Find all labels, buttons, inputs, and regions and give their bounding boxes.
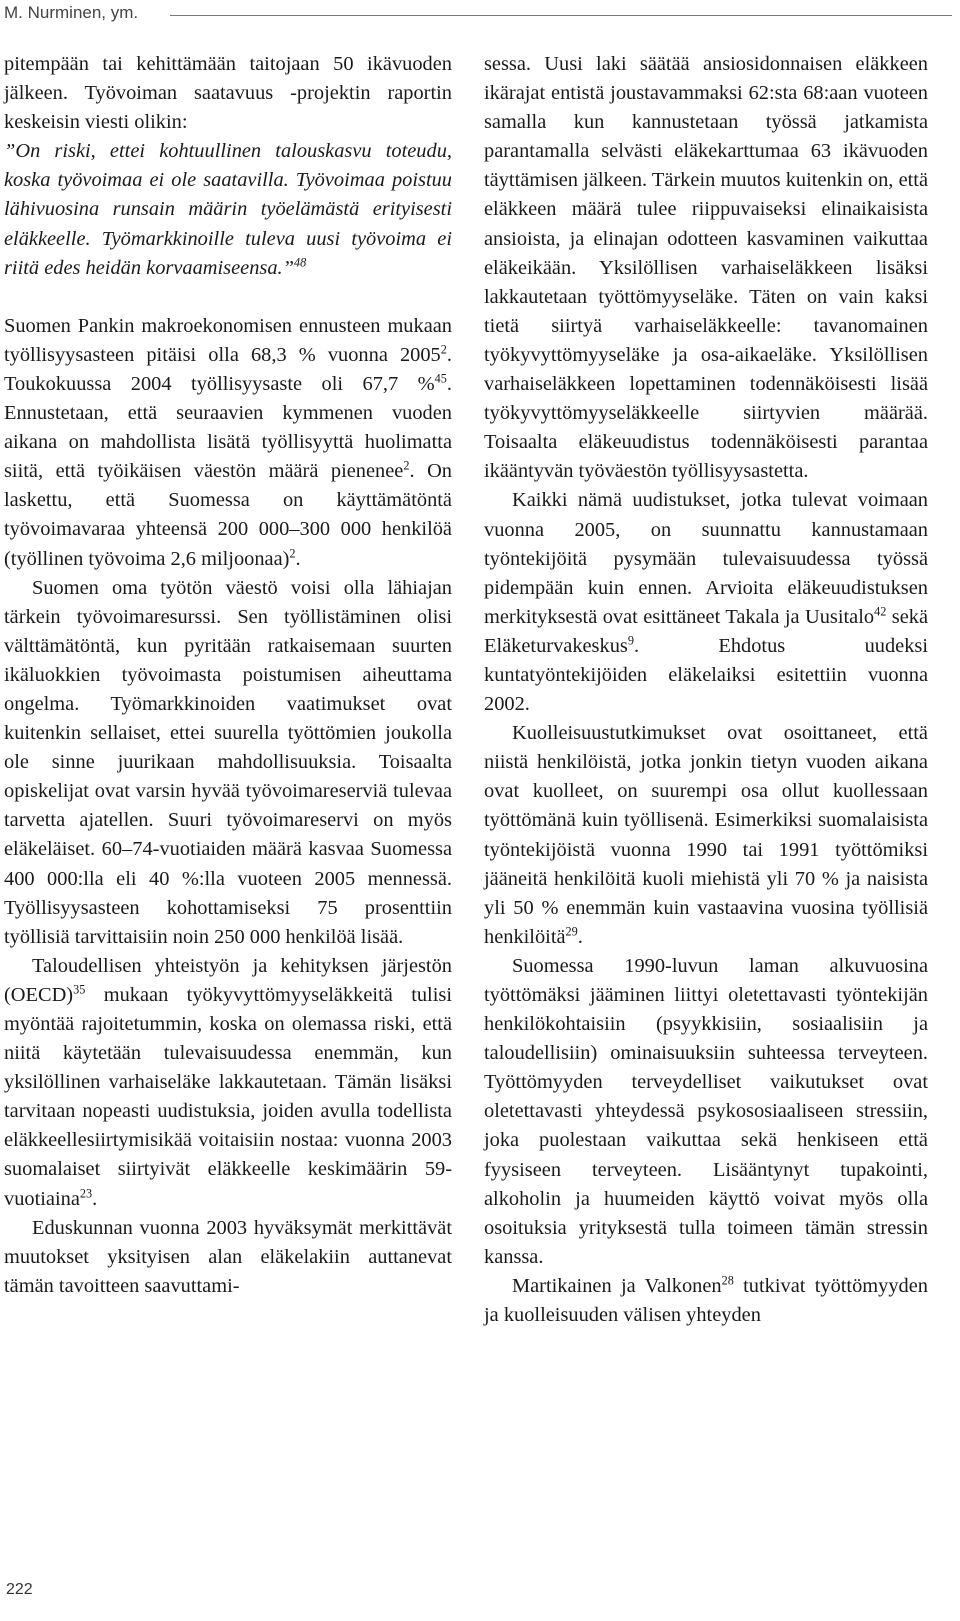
paragraph-bank-forecast	[4, 312, 452, 574]
citation: 9	[627, 633, 634, 648]
text-run: . Ehdotus uudeksi kuntatyöntekijöiden eläkelaiksi esitettiin vuonna 2002.	[484, 634, 928, 716]
citation: 2	[289, 545, 296, 560]
paragraph-intro: pitempään tai kehittämään taitojaan 50 ikävuoden jälkeen. Työvoiman saatavuus -projektin raportin keskeisin viesti olikin:	[4, 53, 452, 134]
text-run: . Ennustetaan, että seuraavien kymmenen vuoden aikana on mahdollista lisätä työllisyyttä huolimatta siitä, että työikäisen väestön määrä pienenee	[4, 372, 452, 483]
text-run: Suomen Pankin makroekonomisen ennusteen mukaan työllisyysasteen pitäisi olla 68,3 % vuonna 2005	[4, 314, 452, 366]
paragraph-unemployed-resource: Suomen oma työtön väestö voisi olla lähiajan tärkein työvoimaresurssi. Sen työllistäminen olisi välttämätöntä, kun pyritään ratkaisemaan suurten ikäluokkien työvoimasta poistumisen aiheuttama ongelma. Työmarkkinoiden vaatimukset ovat kuitenkin sellaiset, ettei suurella työttömien joukolla ole sinne juurikaan mahdollisuuksia. Toisaalta opiskelijat ovat varsin hyvää työvoimareserviä tulevaa tarvetta ajatellen. Suuri työvoimareservi on myös eläkeläiset. 60–74-vuotiaiden määrä kasvaa Suomessa 400 000:lla eli 40 %:lla vuoteen 2005 mennessä. Työllisyysasteen kohottamiseksi 75 prosenttiin työllisiä tarvittaisiin noin 250 000 henkilöä lisää.	[4, 576, 452, 948]
text-run: Kaikki nämä uudistukset, jotka tulevat voimaan vuonna 2005, on suunnattu kannustamaan työntekijöitä pysymään tulevaisuudessa työssä pidempään kuin ennen. Arvioita eläkeuudistuksen merkityksestä ovat esittäneet Takala ja Uusitalo	[484, 489, 928, 628]
citation-48: 48	[293, 255, 307, 270]
citation: 2	[403, 458, 410, 473]
text-run: . Toukokuussa 2004 työllisyysaste oli 67,7 %	[4, 343, 452, 395]
running-header-author: M. Nurminen, ym.	[4, 3, 139, 22]
text-run: . On laskettu, että Suomessa on käyttämätöntä työvoimavaraa yhteensä 200 000–300 000 henkilöä (työllinen työvoima 2,6 miljoonaa)	[4, 460, 452, 570]
paragraph-mortality	[484, 719, 928, 952]
citation: 45	[434, 371, 447, 386]
text-run: Martikainen ja Valkonen	[512, 1274, 722, 1297]
paragraph-pension-law: sessa. Uusi laki säätää ansiosidonnaisen eläkkeen ikärajat entistä joustavammaksi 62:sta 68:aan vuoteen samalla kun kannustetaan työssä jatkamista parantamalla selvästi eläkekarttumaa 63 ikävuoden täyttämisen jälkeen. Tärkein muutos kuitenkin on, että eläkkeen määrä tulee riippuvaiseksi elinaikaisista ansioista, ja elinajan odotteen kasvaminen vaikuttaa eläkeikään. Yksilöllisen varhaiseläkkeen lisäksi lakkautetaan työttömyyseläke. Täten on vain kaksi tietä siirtyä varhaiseläkkeelle: tavanomainen työkyvyttömyyseläke ja osa-aikaeläke. Yksilöllisen varhaiseläkkeen lopettaminen todennäköisesti lisää työkyvyttömyyseläkkeelle siirtyvien määrää. Toisaalta eläkeuudistus todennäköisesti parantaa ikääntyvän työväestön työllisyysastetta.	[484, 53, 928, 483]
text-run: .	[92, 1187, 98, 1210]
paragraph-stress: Suomessa 1990-luvun laman alkuvuosina työttömäksi jääminen liittyi oletettavasti työntekijän henkilökohtaisiin (psyykkisiin, sosiaalisiin ja taloudellisiin) ominaisuuksiin suhteessa terveyteen. Työttömyyden terveydelliset vaikutukset ovat oletettavasti yhteydessä psykososiaaliseen stressiin, joka puolestaan vaikuttaa sekä henkiseen että fyysiseen terveyteen. Lisääntynyt tupakointi, alkoholin ja huumeiden käyttö voivat myös olla osoituksia yrityksestä tulla toimeen tämän stressin kanssa.	[484, 954, 928, 1268]
page-number: 222	[6, 1581, 33, 1598]
citation: 35	[73, 982, 86, 997]
citation: 2	[440, 342, 447, 357]
paragraph-parliament: Eduskunnan vuonna 2003 hyväksymät merkittävät muutokset yksityisen alan eläkelakiin auttanevat tämän tavoitteen saavuttami-	[4, 1216, 452, 1297]
paragraph-martikainen	[484, 1272, 928, 1330]
citation: 23	[79, 1185, 93, 1200]
text-run: Kuolleisuustutkimukset ovat osoittaneet, että niistä henkilöistä, jotka jonkin tietyn vuoden aikana ovat kuolleet, on suurempi osa ollut kuollessaan työttömänä kuin työllisenä. Esimerkiksi suomalaisista työntekijöistä vuonna 1990 tai 1991 työttömiksi jääneitä henkilöitä kuoli miehistä yli 70 % ja naisista yli 50 % enemmän kuin vastaavina vuosina työllisiä henkilöitä	[484, 722, 928, 948]
running-header	[0, 0, 960, 32]
citation: 29	[565, 924, 578, 939]
citation: 42	[874, 604, 887, 619]
paragraph-oecd	[4, 952, 452, 1214]
text-run: tutkivat työttömyyden ja kuolleisuuden välisen yhteyden	[484, 1274, 928, 1327]
header-rule	[170, 15, 952, 16]
block-quote	[4, 137, 452, 282]
left-column	[4, 50, 452, 1301]
text-run: sekä Eläketurvakeskus	[484, 605, 928, 657]
citation: 28	[721, 1273, 734, 1288]
text-run: .	[295, 547, 301, 570]
right-column	[484, 50, 928, 1330]
paragraph-reforms	[484, 486, 928, 719]
quote-text: ”On riski, ettei kohtuullinen talouskasvu toteudu, koska työvoimaa ei ole saatavilla. Työvoimaa poistuu lähivuosina runsain määrin työelämästä erityisesti eläkkeelle. Työmarkkinoille tuleva uusi työvoima ei riitä edes heidän korvaamiseensa.”	[4, 140, 452, 279]
text-run: Taloudellisen yhteistyön ja kehityksen järjestön (OECD)	[4, 954, 452, 1006]
text-run: mukaan työkyvyttömyyseläkkeitä tulisi myöntää rajoitetummin, koska on olemassa riski, että niitä käytetään tulevaisuudessa enemmän, kun yksilöllinen varhaiseläke lakkautetaan. Tämän lisäksi tarvitaan nopeasti uudistuksia, joiden avulla todellista eläkkeellesiirtymisikää voitaisiin nostaa: vuonna 2003 suomalaiset siirtyivät eläkkeelle keskimäärin 59-vuotiaina	[4, 983, 452, 1210]
text-run: .	[577, 925, 583, 948]
